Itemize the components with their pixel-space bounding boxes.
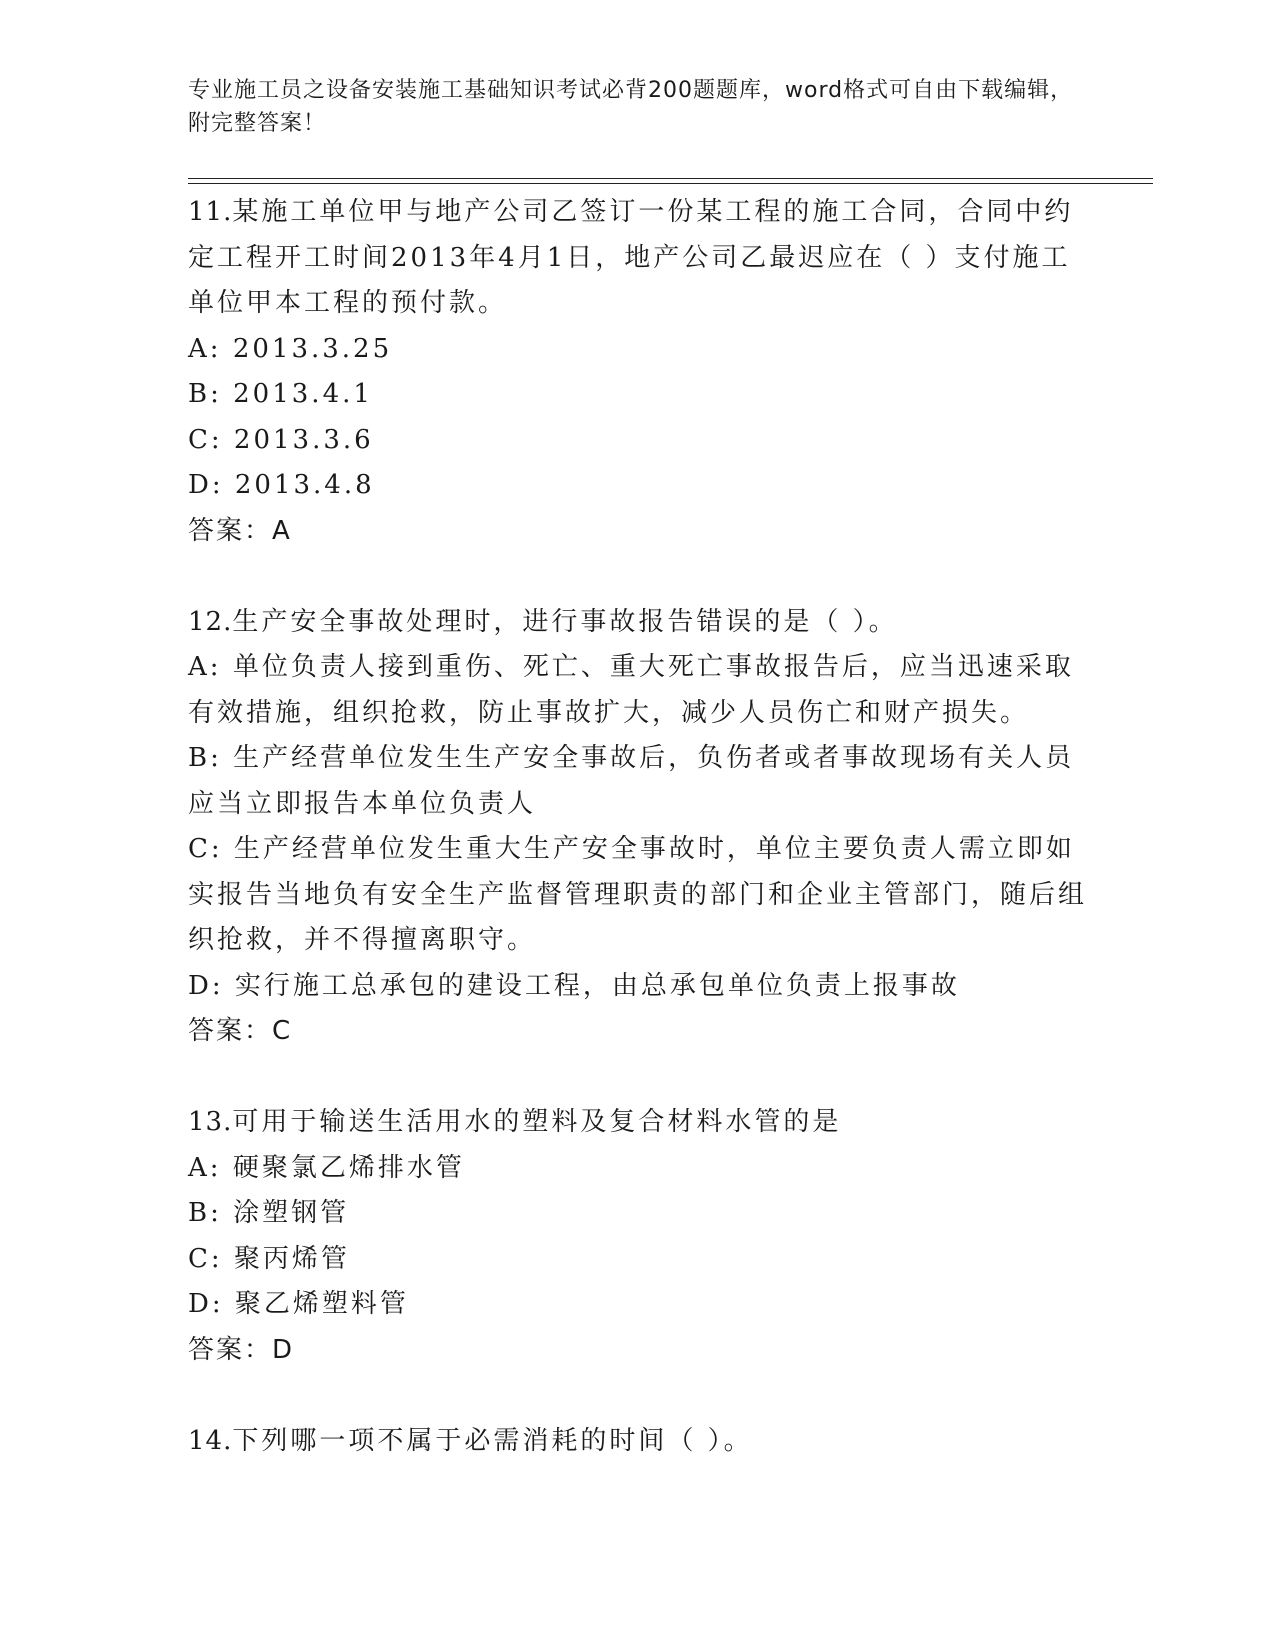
option-d [188,463,1088,509]
option-text: 实行施工总承包的建设工程，由总承包单位负责上报事故 [234,970,960,1001]
option-text: 2013.3.25 [232,333,393,364]
option-text: 2013.3.6 [233,424,374,455]
option-a [188,645,1088,736]
question-13 [188,1100,1088,1373]
option-a [188,327,1088,373]
option-b [188,736,1088,827]
option-label: C: [188,1243,223,1274]
option-text: 聚丙烯管 [233,1243,350,1274]
option-c [188,827,1088,964]
option-label: A: [188,652,222,682]
answer-line: 答案：D [188,1334,295,1365]
question-stem [188,600,1088,646]
question-text: 可用于输送生活用水的塑料及复合材料水管的是 [232,1107,842,1137]
option-text: 2013.4.1 [233,379,373,409]
question-number: 11. [188,197,233,227]
option-text: 硬聚氯乙烯排水管 [232,1152,465,1183]
option-text: 生产经营单位发生重大生产安全事故时，单位主要负责人需立即如实报告当地负有安全生产监督管理职责的部门和企业主管部门，随后组织抢救，并不得擅离职守。 [188,834,1088,955]
question-number: 14. [188,1425,233,1456]
option-label: D: [188,470,224,500]
answer-line: 答案：A [188,515,292,546]
option-d [188,964,1088,1010]
option-a [188,1146,1088,1192]
option-text: 涂塑钢管 [233,1198,350,1228]
option-text: 2013.4.8 [234,470,375,500]
option-label: C: [188,834,223,864]
option-label: B: [188,1198,222,1228]
question-text: 下列哪一项不属于必需消耗的时间（ ）。 [232,1425,753,1456]
option-b [188,372,1088,418]
option-d [188,1282,1088,1328]
question-11 [188,190,1088,554]
option-b [188,1191,1088,1237]
option-label: D: [188,970,224,1001]
option-label: A: [188,1152,222,1183]
option-c [188,1237,1088,1283]
option-label: C: [188,424,223,455]
header-divider-bottom [188,183,1153,184]
question-number: 12. [188,606,233,637]
question-stem [188,1419,1088,1465]
question-14 [188,1419,1088,1465]
option-label: B: [188,379,222,409]
option-text: 聚乙烯塑料管 [234,1289,409,1319]
option-text: 单位负责人接到重伤、死亡、重大死亡事故报告后，应当迅速采取有效措施，组织抢救，防止事故扩大，减少人员伤亡和财产损失。 [188,652,1074,728]
question-list [188,190,1088,1464]
option-text: 生产经营单位发生生产安全事故后，负伤者或者事故现场有关人员应当立即报告本单位负责人 [188,743,1075,819]
option-label: D: [188,1289,224,1319]
question-stem [188,1100,1088,1146]
option-label: A: [188,333,222,364]
question-text: 某施工单位甲与地产公司乙签订一份某工程的施工合同，合同中约定工程开工时间2013年4月1日，地产公司乙最迟应在（ ）支付施工单位甲本工程的预付款。 [188,197,1074,318]
header-divider-top [188,178,1153,179]
question-stem [188,190,1088,327]
option-c [188,418,1088,464]
option-label: B: [188,743,222,773]
question-text: 生产安全事故处理时，进行事故报告错误的是（ ）。 [232,606,898,637]
question-12 [188,600,1088,1055]
answer-line: 答案：C [188,1016,293,1046]
document-header: 专业施工员之设备安装施工基础知识考试必背200题题库，word格式可自由下载编辑，附完整答案！ [188,78,1074,136]
question-number: 13. [188,1107,233,1137]
